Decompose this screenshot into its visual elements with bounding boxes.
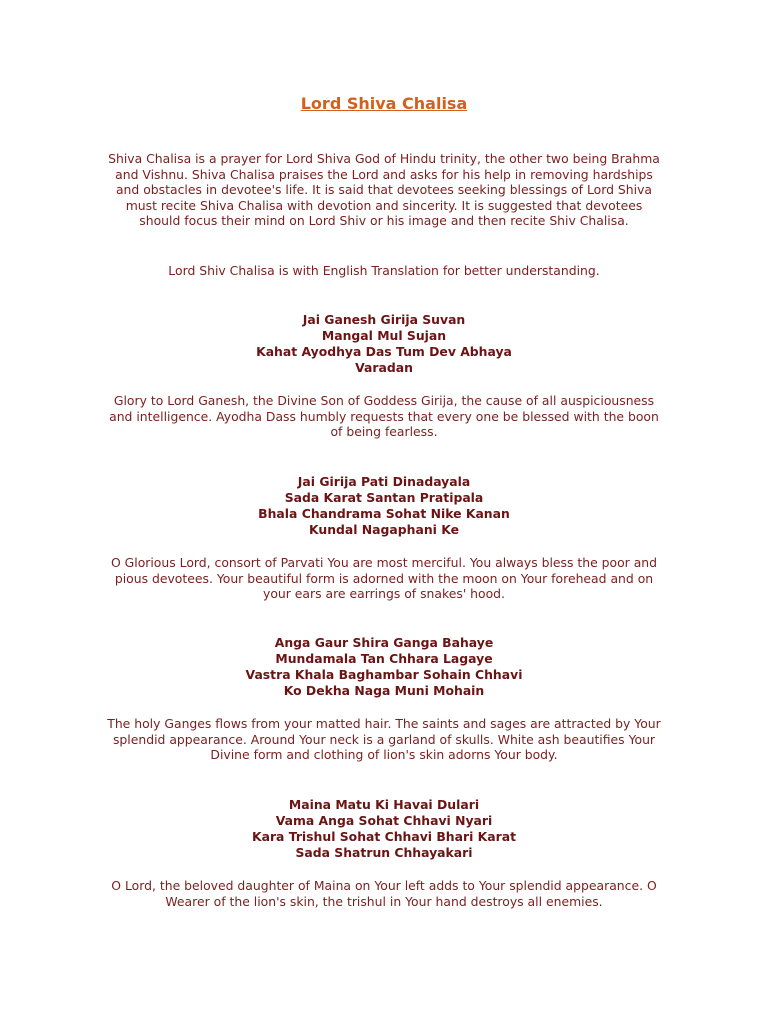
verse-1 (104, 312, 664, 376)
verse-line: Jai Ganesh Girija Suvan (302, 312, 466, 327)
translation-note: Lord Shiv Chalisa is with English Translation for better understanding. (168, 263, 600, 278)
verse-1-translation: Glory to Lord Ganesh, the Divine Son of Goddess Girija, the cause of all auspiciousness and intelligence. Ayodha Dass humbly requests that every one be blessed with the boon of being fearless. (109, 393, 659, 440)
verse-line: Mundamala Tan Chhara Lagaye (275, 651, 493, 666)
verse-4 (104, 797, 664, 861)
verse-2 (104, 474, 664, 538)
verse-line: Vastra Khala Baghambar Sohain Chhavi (245, 667, 523, 682)
verse-2-translation: O Glorious Lord, consort of Parvati You are most merciful. You always bless the poor and pious devotees. Your beautiful form is adorned with the moon on Your forehead and on your ears are earrings of snakes' hood. (110, 555, 658, 602)
verse-line: Vama Anga Sohat Chhavi Nyari (275, 813, 493, 828)
verse-3-translation: The holy Ganges flows from your matted hair. The saints and sages are attracted by Your splendid appearance. Around Your neck is a garland of skulls. White ash beautifies Your Divine form and clothing of lion's skin adorns Your body. (107, 716, 661, 763)
verse-line: Anga Gaur Shira Ganga Bahaye (274, 635, 494, 650)
verse-line: Varadan (355, 360, 413, 375)
verse-line: Sada Shatrun Chhayakari (295, 845, 473, 860)
verse-line: Sada Karat Santan Pratipala (284, 490, 484, 505)
verse-line: Kara Trishul Sohat Chhavi Bhari Karat (251, 829, 517, 844)
verse-line: Maina Matu Ki Havai Dulari (288, 797, 480, 812)
verse-4-translation: O Lord, the beloved daughter of Maina on Your left adds to Your splendid appearance. O Wearer of the lion's skin, the trishul in Your hand destroys all enemies. (111, 878, 657, 909)
verse-line: Kundal Nagaphani Ke (308, 522, 459, 537)
verse-line: Kahat Ayodhya Das Tum Dev Abhaya (256, 344, 512, 359)
intro-paragraph: Shiva Chalisa is a prayer for Lord Shiva God of Hindu trinity, the other two being Brahma and Vishnu. Shiva Chalisa praises the Lord and asks for his help in removing hardships and obstacles in devotee's life. It is said that devotees seeking blessings of Lord Shiva must recite Shiva Chalisa with devotion and sincerity. It is suggested that devotees should focus their mind on Lord Shiv or his image and then recite Shiv Chalisa. (108, 151, 660, 229)
verse-line: Mangal Mul Sujan (321, 328, 447, 343)
page-title: Lord Shiva Chalisa (300, 94, 468, 113)
verse-line: Ko Dekha Naga Muni Mohain (283, 683, 485, 698)
verse-3 (104, 635, 664, 699)
verse-line: Jai Girija Pati Dinadayala (297, 474, 471, 489)
verse-line: Bhala Chandrama Sohat Nike Kanan (258, 506, 510, 521)
